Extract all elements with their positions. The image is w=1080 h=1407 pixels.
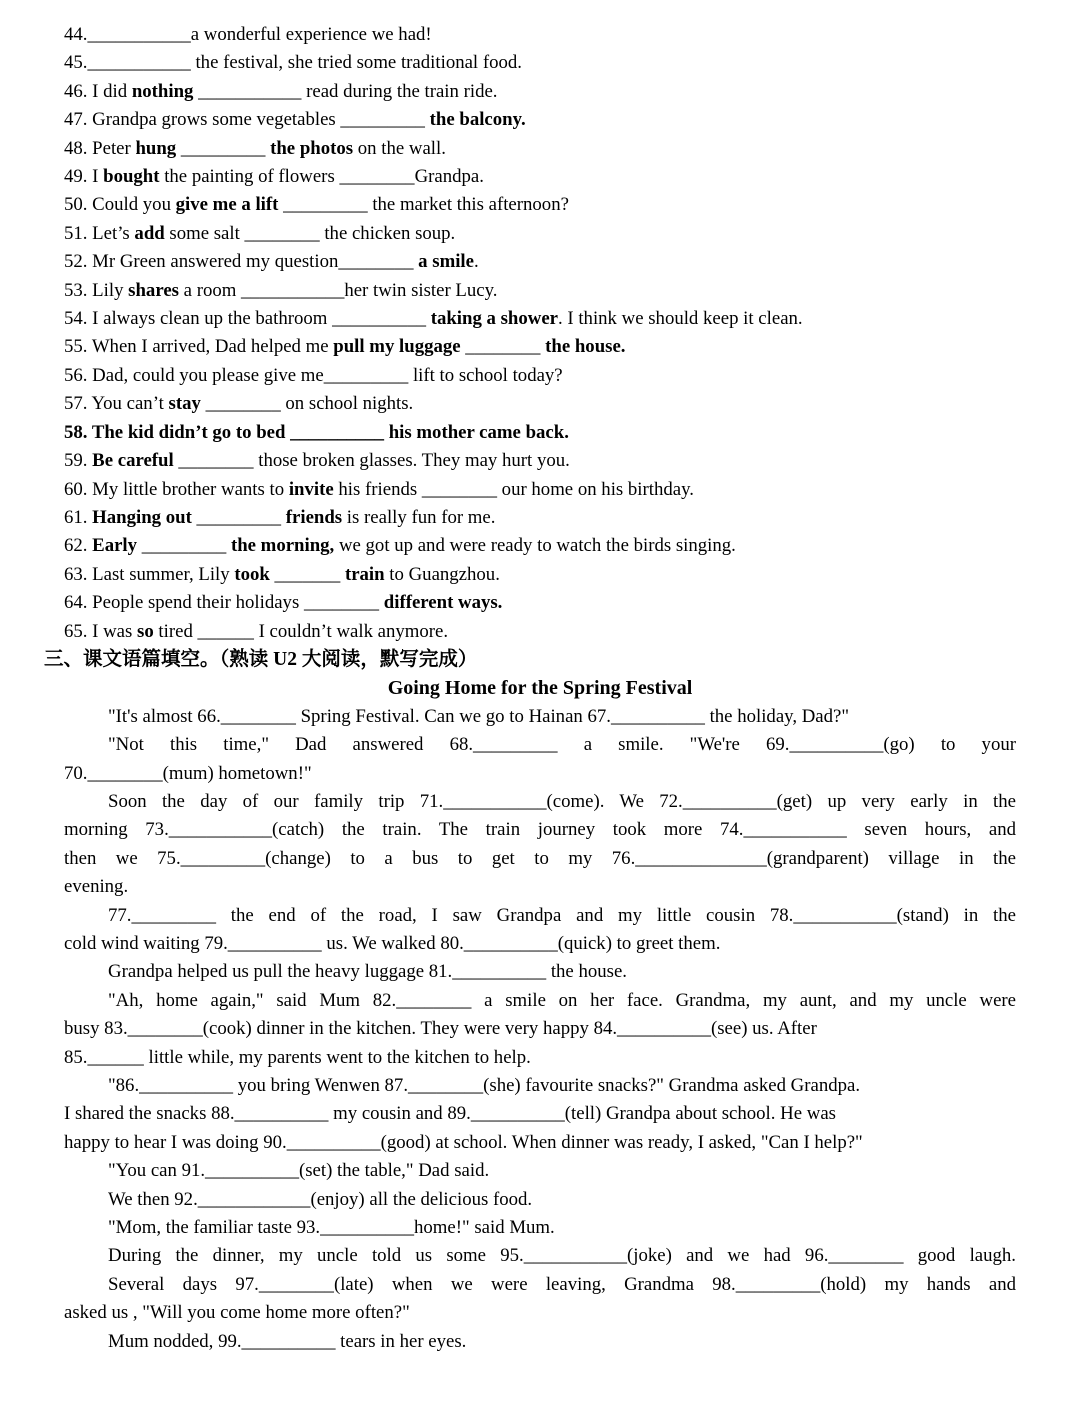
exercise-item: 45.___________ the festival, she tried some traditional food.: [64, 52, 522, 74]
exercise-item: 64. People spend their holidays ________ different ways.: [64, 592, 503, 614]
passage-title: Going Home for the Spring Festival: [387, 677, 693, 700]
passage-line: "Mom, the familiar taste 93.__________home!" said Mum.: [108, 1217, 555, 1239]
exercise-item: 59. Be careful ________ those broken glasses. They may hurt you.: [64, 450, 570, 472]
passage-line: happy to hear I was doing 90.__________(good) at school. When dinner was ready, I asked, "Can I help?": [64, 1131, 863, 1153]
passage-line: then we 75._________(change) to a bus to get to my 76.______________(grandparent) village in the: [64, 847, 1016, 869]
exercise-item: 53. Lily shares a room ___________her twin sister Lucy.: [64, 279, 498, 301]
passage-line: During the dinner, my uncle told us some 95.___________(joke) and we had 96.________ good laugh.: [108, 1245, 1016, 1267]
passage-line: morning 73.___________(catch) the train. The train journey took more 74.___________ seven hours, and: [64, 819, 1016, 841]
passage-line: Grandpa helped us pull the heavy luggage 81.__________ the house.: [108, 961, 627, 983]
exercise-item: 57. You can’t stay ________ on school nights.: [64, 393, 414, 415]
exercise-item: 55. When I arrived, Dad helped me pull my luggage ________ the house.: [64, 336, 626, 358]
exercise-item: 62. Early _________ the morning, we got up and were ready to watch the birds singing.: [64, 535, 736, 557]
exercise-item: 60. My little brother wants to invite his friends ________ our home on his birthday.: [64, 478, 694, 500]
passage-line: We then 92.____________(enjoy) all the delicious food.: [108, 1188, 533, 1210]
passage-line: I shared the snacks 88.__________ my cousin and 89.__________(tell) Grandpa about school. He was: [64, 1103, 836, 1125]
passage-line: "You can 91.__________(set) the table," Dad said.: [108, 1160, 490, 1182]
passage-line: Several days 97.________(late) when we were leaving, Grandma 98._________(hold) my hands and: [108, 1273, 1016, 1295]
passage-line: 70.________(mum) hometown!": [64, 762, 312, 784]
passage-line: Mum nodded, 99.__________ tears in her eyes.: [108, 1330, 467, 1352]
passage-line: 77._________ the end of the road, I saw Grandpa and my little cousin 78.___________(stand) in the: [108, 904, 1016, 926]
passage-line: Soon the day of our family trip 71.___________(come). We 72.__________(get) up very early in the: [108, 790, 1016, 812]
passage-line: "It's almost 66.________ Spring Festival. Can we go to Hainan 67.__________ the holiday, Dad?": [108, 705, 850, 727]
exercise-list: [64, 21, 1016, 646]
exercise-item: 50. Could you give me a lift _________ the market this afternoon?: [64, 194, 569, 216]
exercise-item: 61. Hanging out _________ friends is really fun for me.: [64, 506, 496, 528]
exercise-item: 56. Dad, could you please give me_________ lift to school today?: [64, 364, 563, 386]
exercise-item: 65. I was so tired ______ I couldn’t walk anymore.: [64, 620, 449, 642]
passage-line: "Not this time," Dad answered 68._________ a smile. "We're 69.__________(go) to your: [108, 734, 1016, 756]
passage-line: "86.__________ you bring Wenwen 87.________(she) favourite snacks?" Grandma asked Grandpa.: [108, 1075, 861, 1097]
passage: [64, 703, 1016, 1356]
exercise-item: 48. Peter hung _________ the photos on the wall.: [64, 137, 446, 159]
exercise-item: 51. Let’s add some salt ________ the chicken soup.: [64, 222, 456, 244]
exercise-item: 58. The kid didn’t go to bed __________ his mother came back.: [64, 421, 569, 443]
passage-line: cold wind waiting 79.__________ us. We walked 80.__________(quick) to greet them.: [64, 933, 721, 954]
passage-line: asked us , "Will you come home more often?": [64, 1302, 410, 1324]
exercise-item: 46. I did nothing ___________ read during the train ride.: [64, 80, 498, 102]
passage-line: "Ah, home again," said Mum 82.________ a smile on her face. Grandma, my aunt, and my uncle were: [108, 989, 1016, 1011]
exercise-item: 47. Grandpa grows some vegetables _________ the balcony.: [64, 109, 526, 131]
exercise-item: 63. Last summer, Lily took _______ train to Guangzhou.: [64, 563, 500, 585]
passage-line: evening.: [64, 876, 129, 898]
exercise-item: 52. Mr Green answered my question________ a smile.: [64, 251, 479, 273]
exercise-item: 49. I bought the painting of flowers ________Grandpa.: [64, 166, 484, 188]
passage-line: 85.______ little while, my parents went to the kitchen to help.: [64, 1046, 531, 1068]
exercise-item: 54. I always clean up the bathroom __________ taking a shower. I think we should keep it clean.: [64, 308, 803, 330]
exercise-item: 44.___________a wonderful experience we had!: [64, 24, 432, 45]
section-heading: 三、课文语篇填空。（熟读 U2 大阅读，默写完成）: [44, 648, 478, 670]
passage-line: busy 83.________(cook) dinner in the kitchen. They were very happy 84.__________(see) us. After: [64, 1018, 817, 1040]
